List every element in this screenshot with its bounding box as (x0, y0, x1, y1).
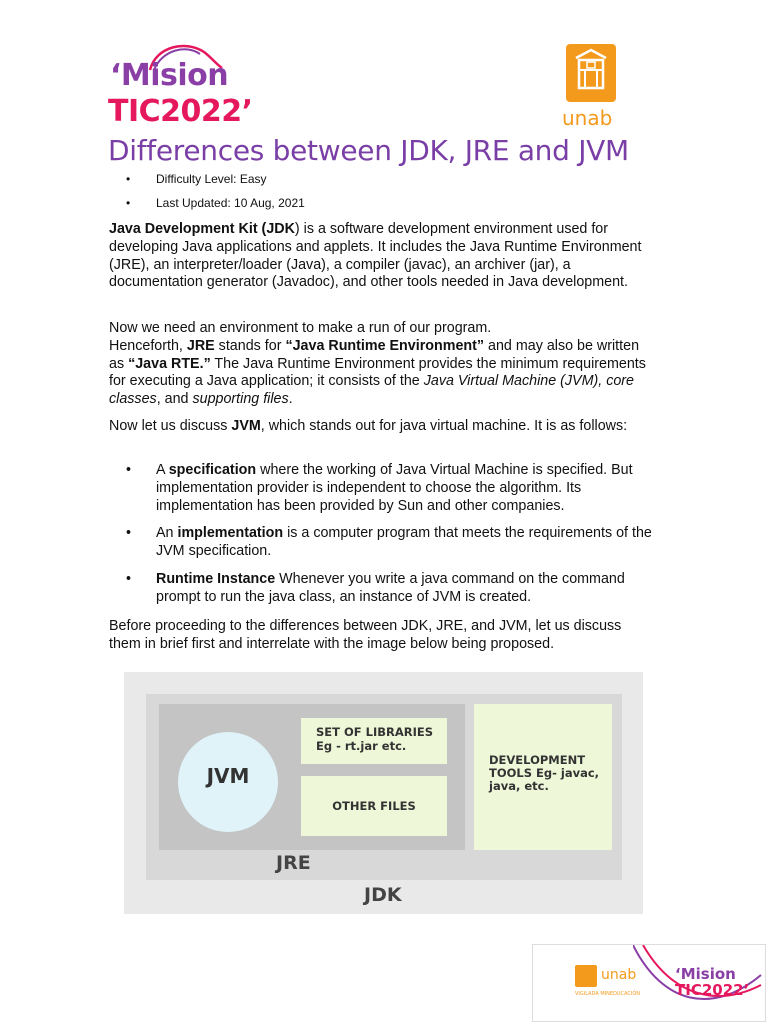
jre-text-6: . (288, 391, 293, 408)
point-term: specification (168, 462, 257, 478)
footer-unab-icon (575, 965, 597, 987)
jvm-points-list (126, 462, 656, 617)
difficulty-level: • Difficulty Level: Easy (126, 170, 305, 194)
jre-italic-2: supporting files (192, 391, 289, 408)
unab-logo (560, 42, 640, 132)
point-text: Whenever you write a java command on the command prompt to run the java class, an instance of JVM is created. (156, 570, 625, 605)
jre-text-3: and may also be written as (109, 337, 640, 372)
jre-italic-1: Java Virtual Machine (JVM), core classes (109, 373, 635, 408)
last-updated: • Last Updated: 10 Aug, 2021 (126, 194, 305, 218)
libraries-line2: Eg - rt.jar etc. (316, 739, 407, 753)
jre-rte: “Java RTE.” (128, 355, 211, 372)
dev-line2: TOOLS Eg- javac, (489, 766, 600, 780)
dev-line3: java, etc. (489, 779, 549, 793)
jre-text-2: stands for (214, 337, 286, 354)
list-item (126, 462, 656, 515)
jvm-text-1: Now let us discuss (109, 418, 232, 434)
jvm-label: JVM (206, 764, 250, 788)
jre-text-4: The Java Runtime Environment provides the minimum requirements for executing a Java application; it consists of the (109, 355, 646, 390)
jvm-text-2: , which stands out for java virtual machine. It is as follows: (260, 418, 628, 434)
footer-unab-subtitle: VIGILADA MINEDUCACIÓN (575, 991, 640, 997)
jdk-description: ) is a software development environment used for developing Java applications and applets. It includes the Java Runtime Environment (JRE), an interpreter/loader (Java), a compiler (javac), an archiver (jar), a documentation generator (Javadoc), and other tools needed in Java development. (109, 221, 642, 291)
paragraph-jre-intro: Now we need an environment to make a run of our program. (109, 320, 492, 336)
paragraph-jvm (109, 418, 654, 436)
jvm-term: JVM (231, 418, 261, 434)
point-text: is a computer program that meets the requirements of the JVM specification. (156, 525, 652, 560)
footer-mision-line1: ‘Mision (675, 965, 736, 983)
paragraph-jdk (109, 221, 654, 292)
list-item (126, 525, 656, 561)
list-item (126, 571, 656, 607)
paragraph-jre (109, 320, 654, 409)
dev-line1: DEVELOPMENT (489, 753, 586, 767)
mision-tic-logo (106, 42, 266, 132)
paragraph-before-diagram: Before proceeding to the differences between JDK, JRE, and JVM, let us discuss them in brief first and interrelate with the image below being proposed. (109, 618, 622, 652)
footer-logos (532, 944, 766, 1022)
unab-building-icon (566, 44, 616, 102)
point-text: where the working of Java Virtual Machine is specified. But implementation provider is independent to choose the algorithm. Its implementation has been provided by Sun and other companies. (156, 462, 633, 514)
mision-logo-line1: ‘Mision (110, 58, 229, 93)
mision-logo-line2: TIC2022’ (108, 94, 253, 129)
jdk-term: Java Development Kit (JDK (109, 221, 295, 237)
point-term: implementation (177, 525, 284, 542)
point-prefix: A (156, 462, 169, 478)
jre-text-5: , and (156, 391, 193, 408)
jdk-label: JDK (364, 884, 402, 906)
jre-term: JRE (186, 337, 215, 354)
jre-label: JRE (276, 852, 311, 874)
meta-list (126, 170, 305, 218)
other-files-label: OTHER FILES (332, 799, 416, 813)
jre-fullname: “Java Runtime Environment” (285, 337, 485, 354)
unab-logo-text: unab (562, 106, 613, 130)
libraries-line1: SET OF LIBRARIES (316, 725, 434, 739)
footer-unab-text: unab (601, 967, 637, 983)
jre-text-1: Henceforth, (109, 337, 187, 354)
development-tools-label (489, 754, 609, 793)
point-prefix: An (156, 525, 178, 542)
footer-mision-line2: TIC2022’ (675, 981, 750, 999)
jdk-jre-jvm-diagram (124, 672, 643, 914)
libraries-label (316, 725, 433, 753)
point-term: Runtime Instance (156, 570, 276, 587)
page-title: Differences between JDK, JRE and JVM (108, 134, 629, 167)
